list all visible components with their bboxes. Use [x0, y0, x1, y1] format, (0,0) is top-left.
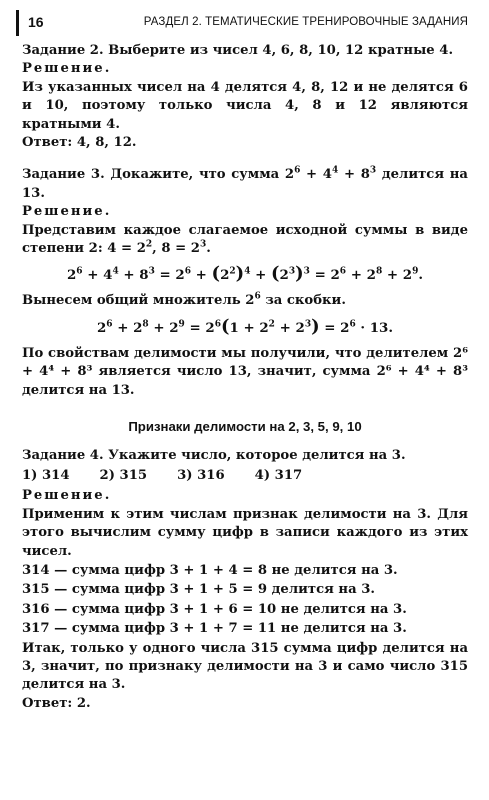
- check-line-316: 316 — сумма цифр 3 + 1 + 6 = 10 не делится на 3.: [22, 601, 407, 617]
- task-3-title: [22, 166, 468, 203]
- task-4-answer: Ответ: 2.: [22, 695, 91, 711]
- subheading-divisibility: Признаки делимости на 2, 3, 5, 9, 10: [128, 419, 362, 435]
- page-number: 16: [28, 14, 44, 30]
- text-exp: 6: [254, 292, 261, 303]
- task-3-text-3: По свойствам делимости мы получили, что делителем 2⁶ + 4⁴ + 8³ является число 13, значит, сумма 2⁶ + 4⁴ + 8³ делится на 13.: [22, 345, 468, 398]
- task-3-title-part: + 4: [300, 167, 332, 183]
- section-title: РАЗДЕЛ 2. ТЕМАТИЧЕСКИЕ ТРЕНИРОВОЧНЫЕ ЗАДАНИЯ: [143, 16, 468, 28]
- option-4: 4) 317: [254, 467, 303, 483]
- option-2: 2) 315: [99, 467, 148, 483]
- task-2: [22, 42, 468, 152]
- task-2-solution-label: Решение.: [22, 61, 112, 77]
- task-4-text-1: Применим к этим числам признак делимости на 3. Для этого вычислим сумму цифр в записи каждого из этих чисел.: [22, 506, 468, 559]
- text-part: Вынесем общий множитель 2: [22, 293, 255, 309]
- formula-2: $2^6 + 2^8 + 2^9 = 2^6(1 + 2^2 + 2^3) = 2^6 \cdot 13$.: [96, 315, 394, 337]
- task-3-title-exp: 3: [369, 166, 377, 177]
- option-1: 1) 314: [22, 467, 70, 483]
- task-4-solution-label: Решение.: [22, 488, 112, 504]
- page-header: [14, 10, 474, 36]
- task-3-title-part: делится на 13.: [22, 167, 468, 201]
- task-4-title: Задание 4. Укажите число, которое делится на 3.: [22, 447, 406, 463]
- task-2-answer: Ответ: 4, 8, 12.: [22, 135, 137, 151]
- text-part: Представим каждое слагаемое исходной суммы в виде степени 2: 4 = 2: [22, 222, 468, 257]
- task-4: [22, 447, 468, 714]
- option-3: 3) 316: [177, 467, 225, 483]
- formula-1: $2^6 + 4^4 + 8^3 = 2^6 + (2^2)^4 + (2^3)^3 = 2^6 + 2^8 + 2^9$.: [66, 263, 424, 285]
- text-part: .: [206, 241, 211, 257]
- task-2-title: Задание 2. Выберите из чисел 4, 6, 8, 10, 12 кратные 4.: [22, 43, 454, 58]
- page-content: [22, 42, 468, 713]
- text-exp: 3: [199, 239, 207, 250]
- task-3-title-part: + 8: [338, 167, 370, 183]
- header-bar: [16, 10, 19, 36]
- task-3-text-2: [22, 292, 468, 310]
- task-3-title-part: Задание 3. Докажите, что сумма 2: [22, 167, 295, 183]
- task-4-text-2: Итак, только у одного числа 315 сумма цифр делится на 3, значит, по признаку делимости на 3 и само число 315 делится на 3.: [22, 640, 468, 693]
- task-2-text: Из указанных чисел на 4 делятся 4, 8, 12 и не делятся 6 и 10, поэтому только числа 4, 8 и 12 являются кратными 4.: [22, 79, 468, 132]
- check-line-315: 315 — сумма цифр 3 + 1 + 5 = 9 делится на 3.: [22, 582, 375, 598]
- task-3-title-exp: 4: [331, 166, 339, 177]
- check-line-314: 314 — сумма цифр 3 + 1 + 4 = 8 не делится на 3.: [22, 562, 398, 578]
- task-3-solution-label: Решение.: [22, 204, 112, 220]
- text-exp: 2: [145, 239, 153, 250]
- text-part: , 8 = 2: [152, 241, 200, 257]
- task-4-options: [22, 467, 468, 485]
- check-line-317: 317 — сумма цифр 3 + 1 + 7 = 11 не делится на 3.: [22, 621, 407, 637]
- task-3: [22, 166, 468, 400]
- task-3-text-1: [22, 222, 468, 259]
- text-part: за скобки.: [260, 293, 346, 309]
- task-3-title-exp: 6: [294, 166, 301, 177]
